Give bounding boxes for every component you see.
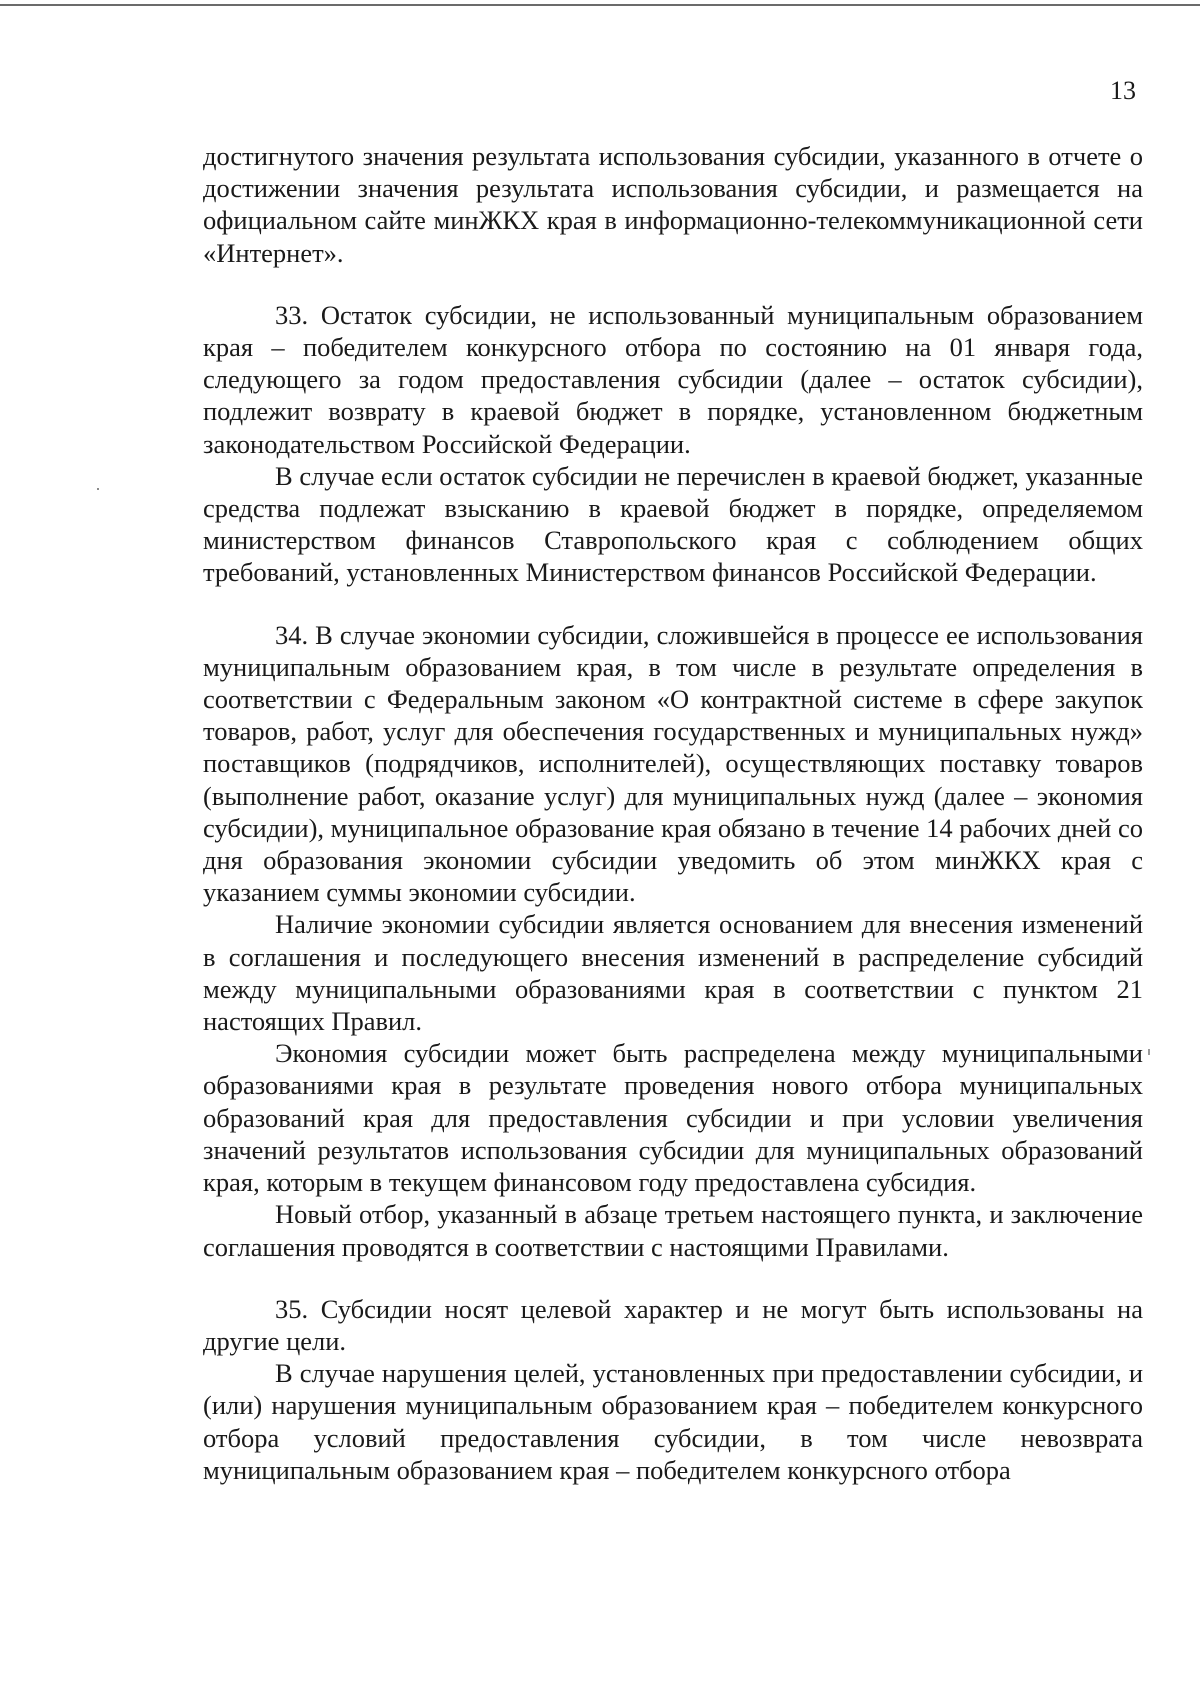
paragraph-33: 33. Остаток субсидии, не использованный муниципальным образованием края – победителем конкурсного отбора по состоянию на 01 января года, следующего за годом предоставления субсидии (далее – остаток субсидии), подлежит возврату в краевой бюджет в порядке, установленном бюджетным законодательством Российской Федерации.: [203, 299, 1143, 459]
paragraph-35: 35. Субсидии носят целевой характер и не могут быть использованы на другие цели.: [203, 1293, 1143, 1356]
paragraph-34-third: Экономия субсидии может быть распределена между муниципальными образованиями края в результате проведения нового отбора муниципальных образований края для предоставления субсидии и при условии увеличения значений результатов использования субсидии для муниципальных образований края, которым в текущем финансовом году предоставлена субсидия.: [203, 1038, 1143, 1198]
paragraph-34-fourth: Новый отбор, указанный в абзаце третьем настоящего пункта, и заключение соглашения проводятся в соответствии с настоящими Правилами.: [203, 1199, 1143, 1262]
paragraph-35-second: В случае нарушения целей, установленных при предоставлении субсидии, и (или) нарушения муниципальным образованием края – победителем конкурсного отбора условий предоставления субсидии, в том числе невозврата муниципальным образованием края – победителем конкурсного отбора: [203, 1358, 1143, 1485]
paragraph-34: 34. В случае экономии субсидии, сложившейся в процессе ее использования муниципальным образованием края, в том числе в результате определения в соответствии с Федеральным законом «О контрактной системе в сфере закупок товаров, работ, услуг для обеспечения государственных и муниципальных нужд» поставщиков (подрядчиков, исполнителей), осуществляющих поставку товаров (выполнение работ, оказание услуг) для муниципальных нужд (далее – экономия субсидии), муниципальное образование края обязано в течение 14 рабочих дней со дня образования экономии субсидии уведомить об этом минЖКХ края с указанием суммы экономии субсидии.: [203, 619, 1143, 908]
scan-speck: [97, 488, 99, 490]
document-body: [203, 140, 1143, 1486]
scan-top-edge: [0, 4, 1200, 6]
paragraph-continuation: достигнутого значения результата использования субсидии, указанного в отчете о достижении значения результата использования субсидии, и размещается на официальном сайте минЖКХ края в информационно-телекоммуникационной сети «Интернет».: [203, 141, 1143, 268]
page-number: 13: [1110, 76, 1136, 105]
scan-speck: [1148, 1049, 1150, 1055]
paragraph-33-second: В случае если остаток субсидии не перечислен в краевой бюджет, указанные средства подлежат взысканию в краевой бюджет в порядке, определяемом министерством финансов Ставропольского края с соблюдением общих требований, установленных Министерством финансов Российской Федерации.: [203, 460, 1143, 588]
paragraph-34-second: Наличие экономии субсидии является основанием для внесения изменений в соглашения и последующего внесения изменений в распределение субсидий между муниципальными образованиями края в соответствии с пунктом 21 настоящих Правил.: [203, 909, 1143, 1037]
